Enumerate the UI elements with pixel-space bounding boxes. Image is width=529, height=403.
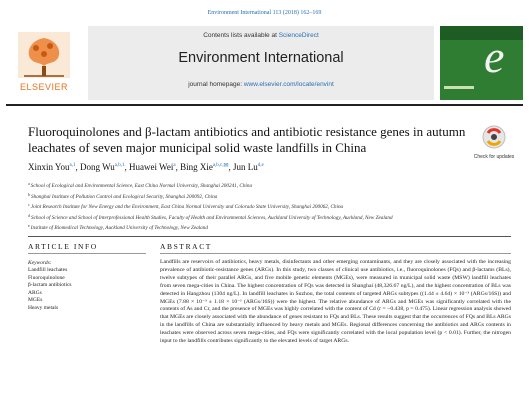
author-separator: , xyxy=(175,162,181,172)
keyword-item: Heavy metals xyxy=(28,304,59,311)
author-list xyxy=(28,162,508,172)
journal-citation[interactable]: Environment International 113 (2018) 162–169 xyxy=(207,10,322,16)
homepage-url-link[interactable]: www.elsevier.com/locate/envint xyxy=(243,81,334,88)
sciencedirect-link[interactable]: ScienceDirect xyxy=(278,32,319,39)
affiliation-item xyxy=(28,201,508,212)
affiliation-item xyxy=(28,191,508,202)
affiliation-key: d xyxy=(28,212,30,218)
affiliation-item xyxy=(28,180,508,191)
abstract-text: Landfills are reservoirs of antibiotics, heavy metals, disinfectants and other emerging contaminants, and they are closely associated with the increasing prevalence of antibiotic-resistance genes (ARGs). In this study, two classes of clinical use antibiotics, i.e., fluoroquinolones (FQs) and β-lactams (BLs), twelve subtypes of their parallel ARGs, and five mobile genetic elements (MGEs), were measured in municipal solid waste (MSW) landfill leachates from seven mega-cities in China. The highest concentration of FQs was detected in Shanghai (48,326.67 ng/L), and the highest concentration of BLs was detected in Hangzhou (1304 ng/L). In landfill leachates in Suzhou, the total contents of targeted ARGs subtypes ((1.44 ± 4.64) × 10⁻³ (ARGs/16S)) and MGEs (7.88 × 10⁻³ ± 1.18 × 10⁻¹ (ARGs/16S)) were the highest. The relative abundance of ARGs and MGEs was significantly correlated with the contents of As and Cr, and the presence of MGEs was highly correlated with the content of Cd (r = −0.438, p = 0.475). Linear regression analysis showed that MGEs are closely associated with the abundance of genes resistant to FQs and BLs. These results suggest that the occurrences of FQs and BLs ARGs in the landfills of China are substantially influenced by heavy metals and MGEs. Regional differences concerning the antibiotics and ARGs contents in leachates were observed across seven mega-cities, and FQs were significantly correlated with the local population level (p < 0.01). Further, the nitrogen input to the landfills contributes significantly to the elevated levels of target ARGs. xyxy=(160,259,511,345)
cover-letter: e xyxy=(484,31,505,82)
keyword-item: ARGs xyxy=(28,289,42,296)
journal-homepage xyxy=(88,81,434,88)
abstract-heading: ABSTRACT xyxy=(160,242,212,251)
affiliation-text: School of Ecological and Environmental Science, East China Normal University, Shanghai 200241, China xyxy=(30,183,253,189)
author-name[interactable]: Xinxin You xyxy=(28,162,70,172)
journal-title: Environment International xyxy=(178,50,344,66)
abstract-rule xyxy=(160,253,511,254)
affiliation-text: School of Science and School of Interprofessional Health Studies, Faculty of Health and Environmental Sciences, Auckland University of Technology, Auckland, New Zealand xyxy=(31,214,393,221)
check-for-updates-icon[interactable] xyxy=(478,124,510,152)
keywords-label: Keywords: xyxy=(28,260,52,266)
author-separator: , xyxy=(75,162,80,172)
publisher-name: ELSEVIER xyxy=(19,82,69,92)
keyword-item: MGEs xyxy=(28,297,43,303)
contents-prefix: Contents lists available at xyxy=(203,32,279,39)
affiliation-list xyxy=(28,180,508,233)
affiliation-text: Institute of Biomedical Technology, Auckland University of Technology, New Zealand xyxy=(30,225,208,231)
journal-cover-image[interactable] xyxy=(440,26,523,100)
affiliation-item xyxy=(28,222,508,233)
article-title: Fluoroquinolones and β-lactam antibiotics and antibiotic resistance genes in autumn leachates of seven major municipal solid waste landfills in China xyxy=(28,124,466,155)
cover-bar xyxy=(444,86,474,89)
keyword-item: Landfill leachates xyxy=(28,267,68,273)
affiliation-key: e xyxy=(28,223,30,228)
author-separator: , xyxy=(124,162,129,172)
author-separator: , xyxy=(228,162,234,172)
affiliation-text: Shanghai Institute of Pollution Control and Ecological Security, Shanghai 200092, China xyxy=(31,193,218,200)
keyword-list xyxy=(28,267,148,312)
article-info-heading: ARTICLE INFO xyxy=(28,242,98,251)
affiliation-key: b xyxy=(28,191,30,197)
author-affiliation-marker[interactable]: a,1 xyxy=(69,163,76,168)
check-for-updates-label[interactable]: Check for updates xyxy=(473,154,515,160)
elsevier-tree-icon xyxy=(18,32,70,78)
contents-line xyxy=(88,32,434,39)
journal-header xyxy=(6,26,523,100)
keyword-item: Fluoroquinolone xyxy=(28,274,65,281)
article-info-rule xyxy=(28,253,146,254)
author-name[interactable]: Bing Xie xyxy=(180,162,213,172)
cover-band xyxy=(440,26,523,40)
header-divider xyxy=(6,104,523,106)
elsevier-logo[interactable] xyxy=(6,26,82,100)
affiliation-key: c xyxy=(28,202,30,207)
affiliation-key: a xyxy=(28,181,30,186)
email-icon[interactable]: ✉ xyxy=(223,163,229,169)
journal-masthead xyxy=(88,26,434,100)
author-affiliation-marker[interactable]: d,e xyxy=(257,163,264,168)
author-affiliation-marker[interactable]: a xyxy=(173,163,176,168)
author-name[interactable]: Huawei Wei xyxy=(128,162,174,172)
keyword-item: β-lactam antibiotics xyxy=(28,282,72,288)
affiliation-item xyxy=(28,212,508,223)
affiliation-text: Joint Research Institute for New Energy and the Environment, East China Normal University and Colorado State University, Shanghai 200062, China xyxy=(30,204,344,210)
author-name[interactable]: Jun Lu xyxy=(233,162,258,172)
affiliation-divider xyxy=(28,236,511,237)
homepage-prefix: journal homepage: xyxy=(188,81,244,88)
author-affiliation-marker[interactable]: a,b,1 xyxy=(114,163,125,168)
author-affiliation-marker[interactable]: a,b,c, xyxy=(212,163,224,168)
author-name[interactable]: Dong Wu xyxy=(80,162,115,172)
